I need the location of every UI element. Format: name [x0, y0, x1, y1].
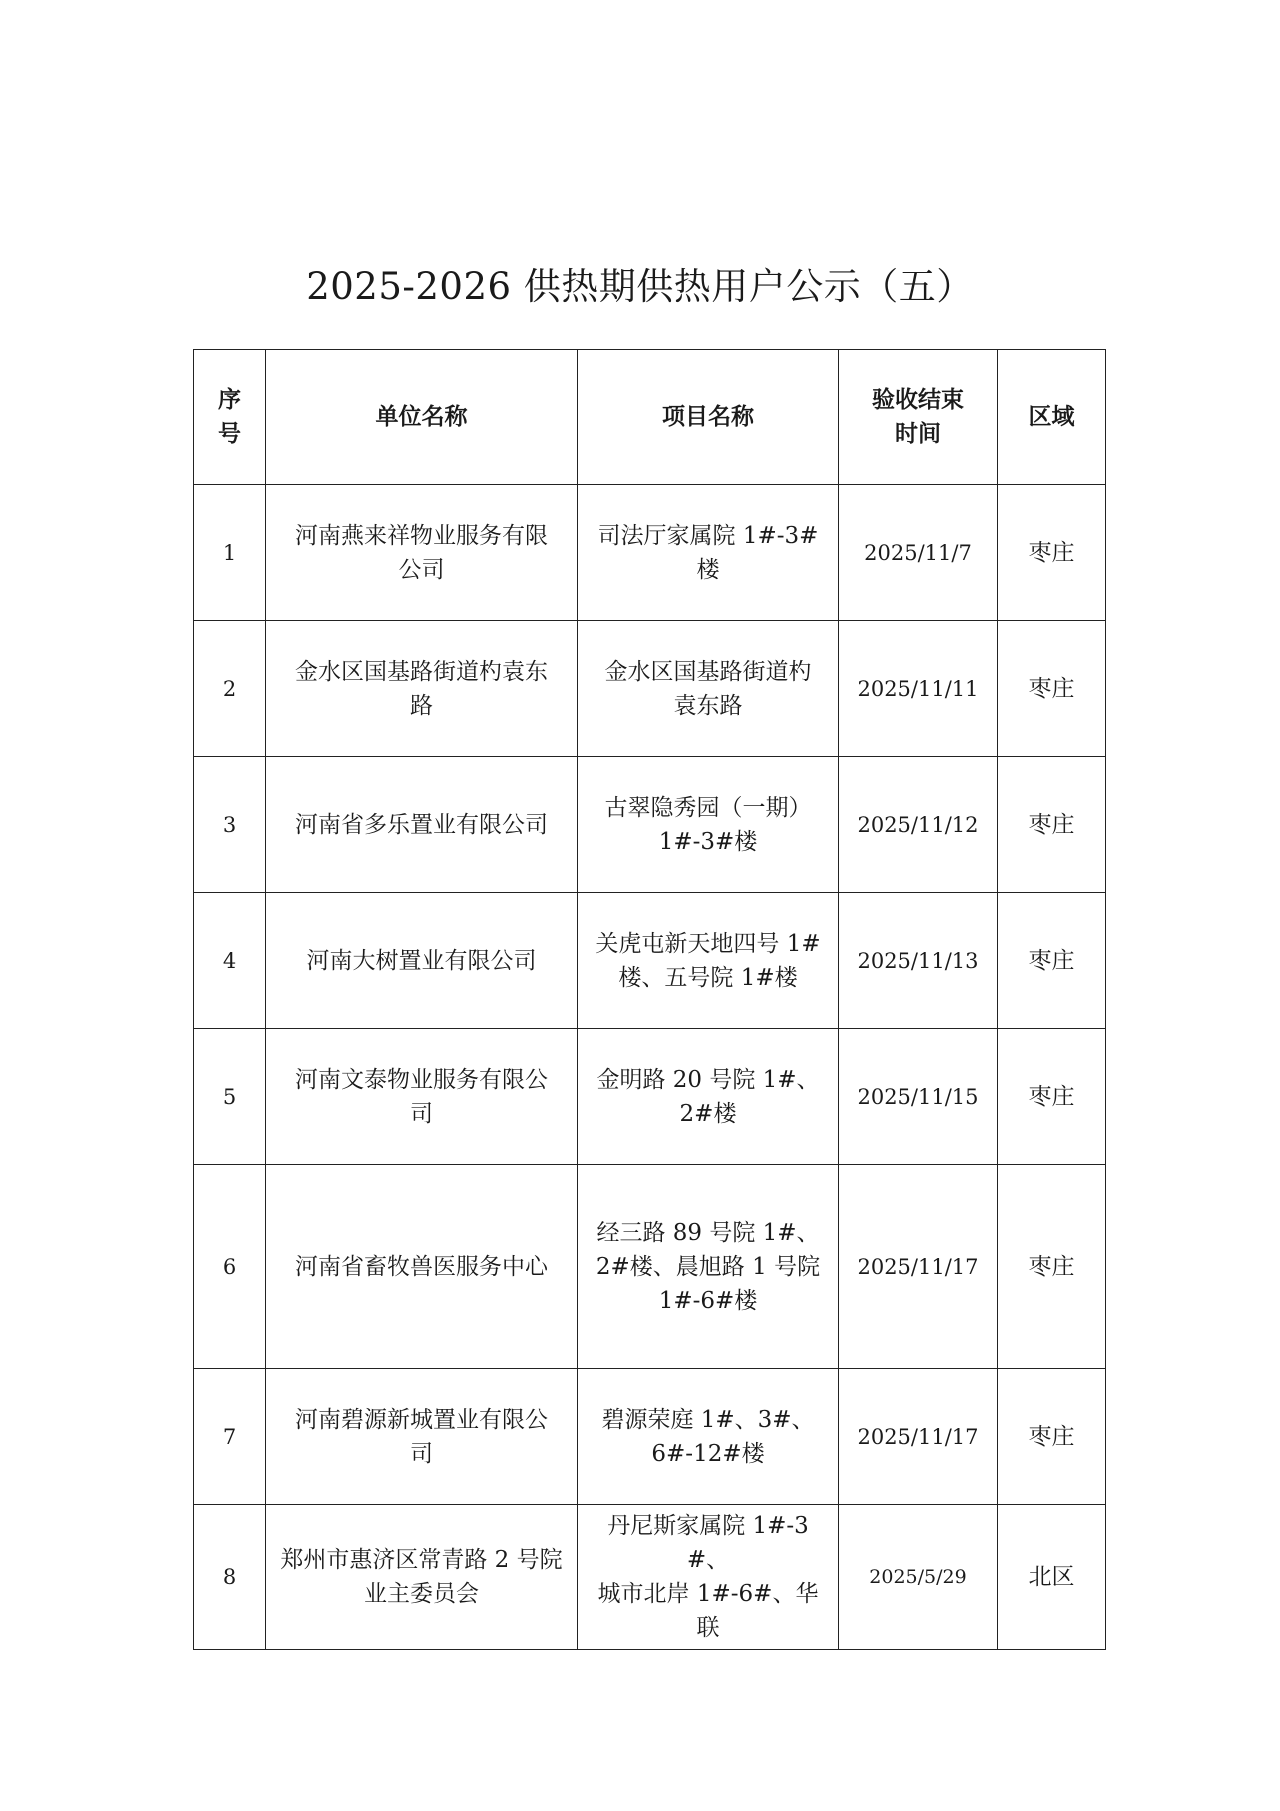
- cell-date: 2025/5/29: [839, 1505, 998, 1650]
- header-area: 区域: [998, 350, 1106, 485]
- cell-unit: 河南省畜牧兽医服务中心: [266, 1165, 578, 1369]
- cell-area: 枣庄: [998, 1029, 1106, 1165]
- cell-project: 古翠隐秀园（一期） 1#-3#楼: [578, 757, 839, 893]
- cell-seq: 1: [194, 485, 266, 621]
- cell-date: 2025/11/17: [839, 1369, 998, 1505]
- cell-area: 北区: [998, 1505, 1106, 1650]
- cell-area: 枣庄: [998, 1369, 1106, 1505]
- cell-date: 2025/11/7: [839, 485, 998, 621]
- cell-area: 枣庄: [998, 1165, 1106, 1369]
- table-row: [194, 893, 1106, 1029]
- cell-seq: 5: [194, 1029, 266, 1165]
- cell-seq: 3: [194, 757, 266, 893]
- table-row: [194, 757, 1106, 893]
- cell-area: 枣庄: [998, 485, 1106, 621]
- cell-unit: 郑州市惠济区常青路 2 号院 业主委员会: [266, 1505, 578, 1650]
- table-row: [194, 485, 1106, 621]
- cell-project: 碧源荣庭 1#、3#、 6#-12#楼: [578, 1369, 839, 1505]
- cell-area: 枣庄: [998, 621, 1106, 757]
- cell-unit: 河南省多乐置业有限公司: [266, 757, 578, 893]
- table-row: [194, 1029, 1106, 1165]
- page-title: 2025-2026 供热期供热用户公示（五）: [306, 265, 974, 308]
- header-acceptance-date: 验收结束 时间: [839, 350, 998, 485]
- table-row: [194, 621, 1106, 757]
- cell-date: 2025/11/13: [839, 893, 998, 1029]
- table-row: [194, 1369, 1106, 1505]
- cell-project: 金水区国基路街道杓 袁东路: [578, 621, 839, 757]
- cell-seq: 7: [194, 1369, 266, 1505]
- cell-unit: 河南文泰物业服务有限公 司: [266, 1029, 578, 1165]
- cell-unit: 金水区国基路街道杓袁东 路: [266, 621, 578, 757]
- cell-seq: 4: [194, 893, 266, 1029]
- header-unit-name: 单位名称: [266, 350, 578, 485]
- cell-project: 关虎屯新天地四号 1# 楼、五号院 1#楼: [578, 893, 839, 1029]
- heating-users-table: [193, 349, 1106, 1650]
- cell-date: 2025/11/12: [839, 757, 998, 893]
- cell-date: 2025/11/11: [839, 621, 998, 757]
- cell-unit: 河南碧源新城置业有限公 司: [266, 1369, 578, 1505]
- cell-unit: 河南大树置业有限公司: [266, 893, 578, 1029]
- cell-date: 2025/11/17: [839, 1165, 998, 1369]
- cell-unit: 河南燕来祥物业服务有限 公司: [266, 485, 578, 621]
- header-seq: 序 号: [194, 350, 266, 485]
- header-project-name: 项目名称: [578, 350, 839, 485]
- table-header-row: [194, 350, 1106, 485]
- cell-area: 枣庄: [998, 757, 1106, 893]
- cell-seq: 8: [194, 1505, 266, 1650]
- cell-date: 2025/11/15: [839, 1029, 998, 1165]
- table-row: [194, 1505, 1106, 1650]
- cell-project: 经三路 89 号院 1#、 2#楼、晨旭路 1 号院 1#-6#楼: [578, 1165, 839, 1369]
- table-row: [194, 1165, 1106, 1369]
- cell-area: 枣庄: [998, 893, 1106, 1029]
- cell-project: 丹尼斯家属院 1#-3#、 城市北岸 1#-6#、华联: [578, 1505, 839, 1650]
- cell-project: 司法厅家属院 1#-3# 楼: [578, 485, 839, 621]
- cell-seq: 2: [194, 621, 266, 757]
- cell-project: 金明路 20 号院 1#、 2#楼: [578, 1029, 839, 1165]
- cell-seq: 6: [194, 1165, 266, 1369]
